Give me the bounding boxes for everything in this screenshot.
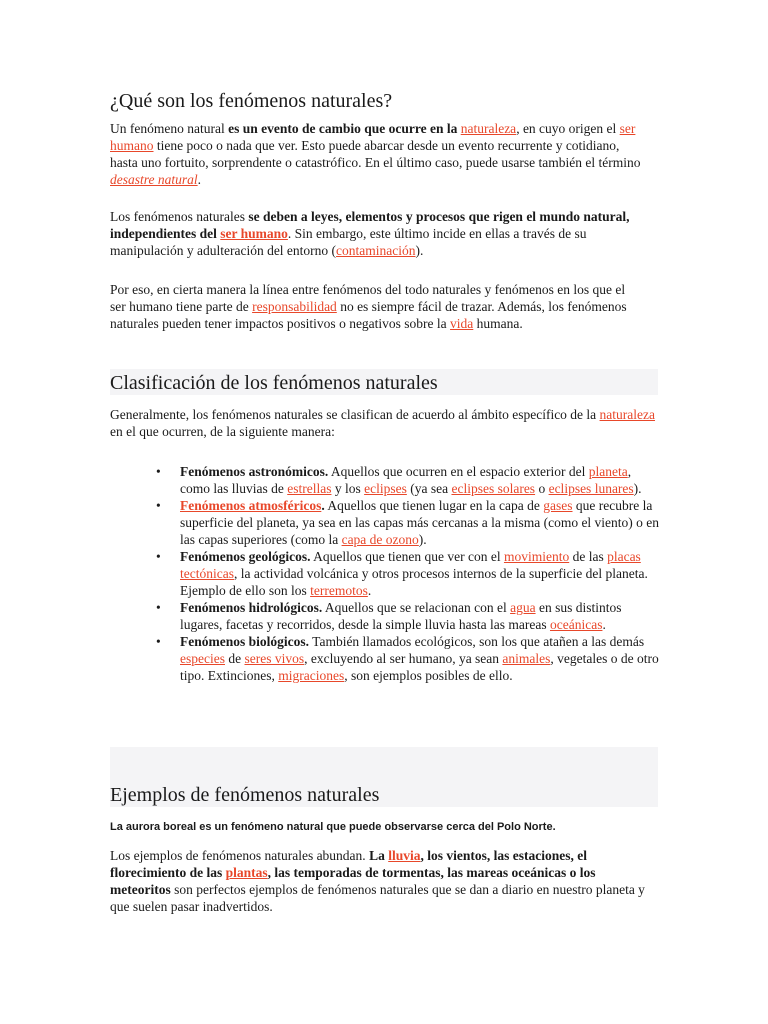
paragraph-responsabilidad: Por eso, en cierta manera la línea entre fenómenos del todo naturales y fenómenos en los que el ser humano tiene parte de responsabilidad no es siempre fácil de trazar. Además, los fenómenos naturales pueden tener impactos positivos o negativos sobre la vida humana.	[110, 282, 627, 331]
bullet: •	[156, 464, 161, 479]
link-movimiento[interactable]: movimiento	[503, 549, 570, 564]
list-tipos-fenomenos	[110, 463, 660, 684]
list-item-astronomicos: • Fenómenos astronómicos. Aquellos que ocurren en el espacio exterior del planeta, como las lluvias de estrellas y los eclipses (ya sea eclipses solares o eclipses lunares).	[156, 464, 642, 496]
link-especies[interactable]: especies	[180, 651, 225, 666]
link-capa-de-ozono[interactable]: capa de ozono	[341, 532, 419, 547]
link-plantas[interactable]: plantas	[225, 865, 268, 880]
link-responsabilidad[interactable]: responsabilidad	[252, 299, 337, 314]
paragraph-ejemplos: Los ejemplos de fenómenos naturales abundan. La lluvia, los vientos, las estaciones, el florecimiento de las plantas, las temporadas de tormentas, las mareas oceánicas o los meteoritos son perfectos ejemplos de fenómenos naturales que se dan a diario en nuestro planeta y que suelen pasar inadvertidos.	[110, 848, 645, 914]
list-item-hidrologicos: • Fenómenos hidrológicos. Aquellos que se relacionan con el agua en sus distintos lugares, facetas y recorridos, desde la simple lluvia hasta las mareas oceánicas.	[156, 600, 622, 632]
heading-que-son: ¿Qué son los fenómenos naturales?	[110, 90, 393, 112]
link-migraciones[interactable]: migraciones	[278, 668, 345, 683]
link-agua[interactable]: agua	[510, 600, 536, 615]
link-gases[interactable]: gases	[543, 498, 573, 513]
list-item-atmosfericos: • Fenómenos atmosféricos. Aquellos que tienen lugar en la capa de gases que recubre la superficie del planeta, ya sea en las capas más cercanas a la misma (como el viento) o en las capas superiores (como la capa de ozono).	[156, 498, 660, 547]
link-contaminacion[interactable]: contaminación	[336, 243, 416, 258]
link-eclipses[interactable]: eclipses	[364, 481, 407, 496]
link-animales[interactable]: animales	[502, 651, 551, 666]
link-naturaleza[interactable]: naturaleza	[460, 121, 517, 136]
paragraph-clasificacion-intro: Generalmente, los fenómenos naturales se clasifican de acuerdo al ámbito específico de la naturaleza en el que ocurren, de la siguiente manera:	[110, 407, 656, 439]
link-desastre-natural[interactable]: desastre natural	[110, 172, 198, 187]
heading-clasificacion: Clasificación de los fenómenos naturales	[110, 372, 438, 394]
link-terremotos[interactable]: terremotos	[310, 583, 368, 598]
bullet: •	[156, 498, 161, 513]
bullet: •	[156, 634, 161, 649]
link-ser-humano[interactable]: ser humano	[110, 121, 636, 153]
link-oceanicas[interactable]: oceánicas	[549, 617, 603, 632]
link-lluvia[interactable]: lluvia	[388, 848, 421, 863]
link-vida[interactable]: vida	[450, 316, 474, 331]
link-planeta[interactable]: planeta	[588, 464, 628, 479]
link-placas-tectonicas[interactable]: placas tectónicas	[180, 549, 641, 581]
heading-ejemplos: Ejemplos de fenómenos naturales	[110, 784, 380, 806]
link-estrellas[interactable]: estrellas	[287, 481, 332, 496]
list-item-geologicos: • Fenómenos geológicos. Aquellos que tienen que ver con el movimiento de las placas tectónicas, la actividad volcánica y otros procesos internos de la superficie del planeta. Ejemplo de ello son los terremotos.	[156, 549, 648, 598]
link-fenomenos-atmosfericos[interactable]: Fenómenos atmosféricos	[180, 498, 322, 513]
bullet: •	[156, 600, 161, 615]
link-seres-vivos[interactable]: seres vivos	[244, 651, 305, 666]
link-naturaleza-2[interactable]: naturaleza	[599, 407, 656, 422]
list-item-biologicos: • Fenómenos biológicos. También llamados ecológicos, son los que atañen a las demás especies de seres vivos, excluyendo al ser humano, ya sean animales, vegetales o de otro tipo. Extinciones, migraciones, son ejemplos posibles de ello.	[156, 634, 659, 683]
link-eclipses-solares[interactable]: eclipses solares	[451, 481, 536, 496]
paragraph-leyes: Los fenómenos naturales se deben a leyes, elementos y procesos que rigen el mundo natural, independientes del ser humano. Sin embargo, este último incide en ellas a través de su manipulación y adulteración del entorno (contaminación).	[110, 209, 630, 258]
paragraph-definicion: Un fenómeno natural es un evento de cambio que ocurre en la naturaleza, en cuyo origen el ser humano tiene poco o nada que ver. Esto puede abarcar desde un evento recurrente y cotidiano, hasta uno fortuito, sorprendente o catastrófico. En el último caso, puede usarse también el término desastre natural.	[110, 121, 641, 187]
image-caption: La aurora boreal es un fenómeno natural que puede observarse cerca del Polo Norte.	[110, 821, 556, 833]
bullet: •	[156, 549, 161, 564]
link-eclipses-lunares[interactable]: eclipses lunares	[548, 481, 634, 496]
link-ser-humano-2[interactable]: ser humano	[220, 226, 288, 241]
